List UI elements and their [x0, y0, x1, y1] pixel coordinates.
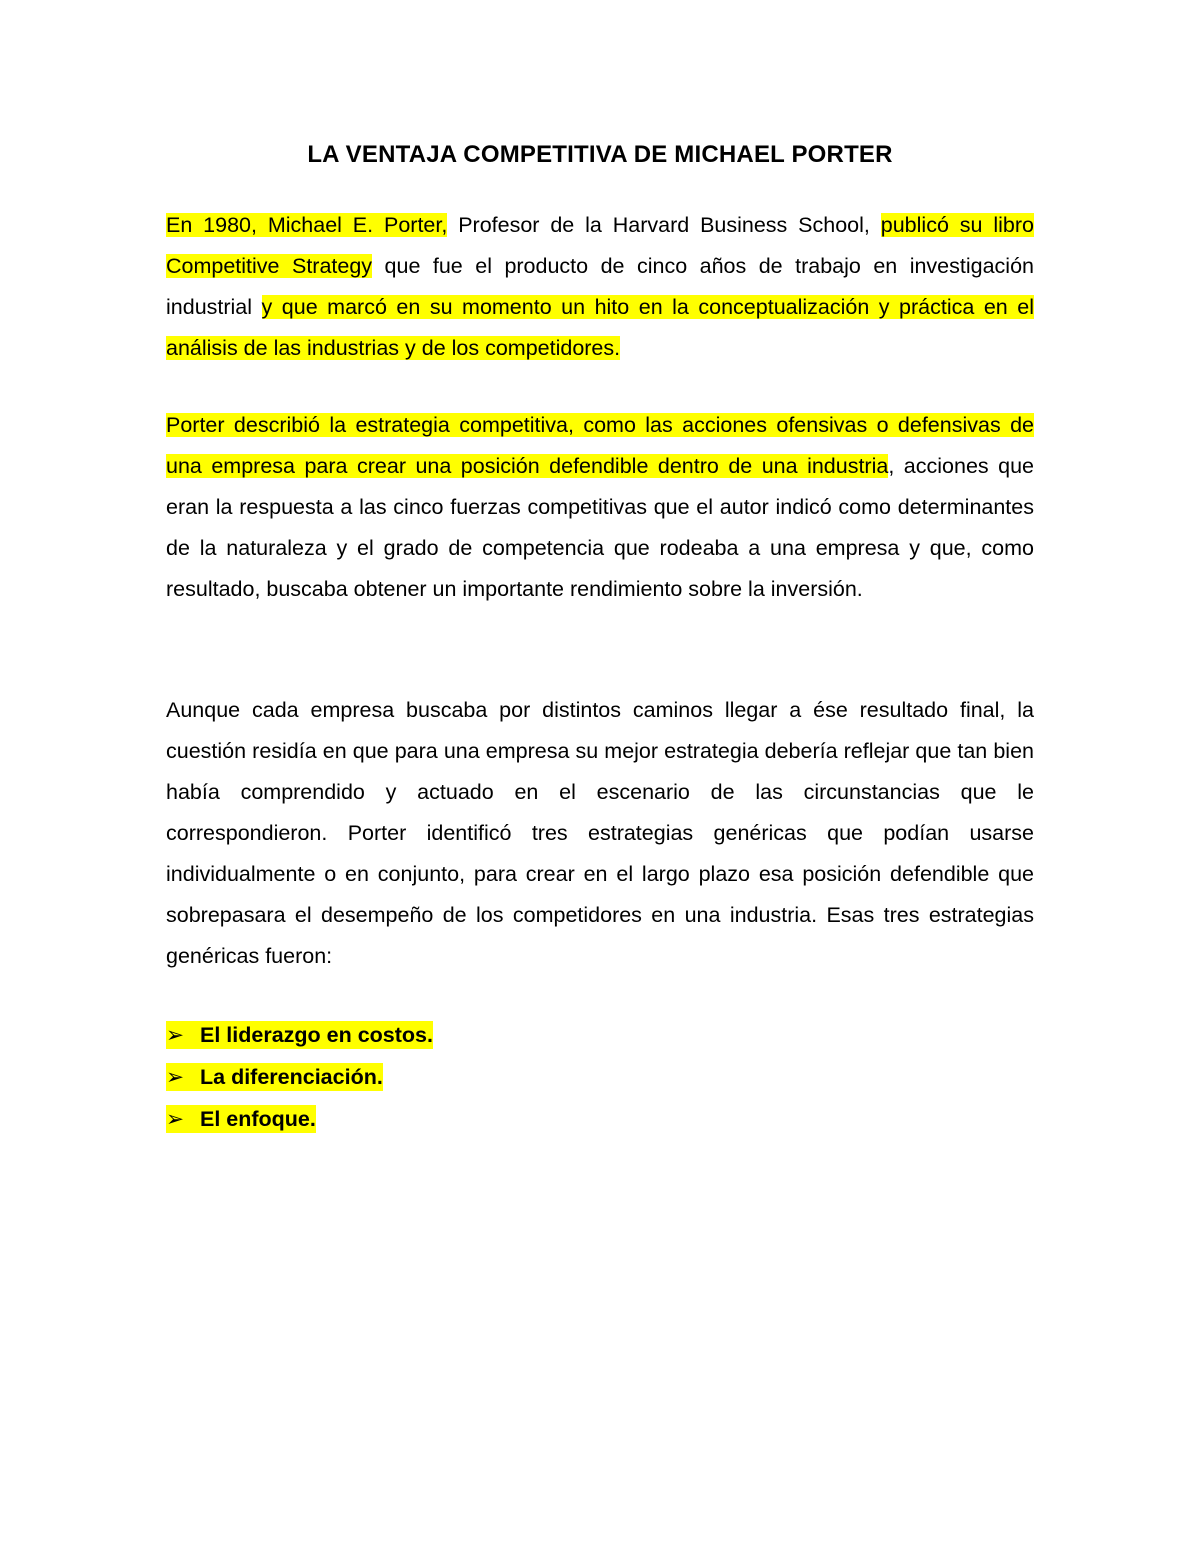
- document-title: LA VENTAJA COMPETITIVA DE MICHAEL PORTER: [307, 141, 893, 168]
- highlighted-text: [166, 1105, 316, 1133]
- highlighted-text: y que marcó en su momento un hito en la conceptualización y práctica en el análisis de las industrias y de los competidores.: [166, 295, 1034, 360]
- highlighted-text: [166, 1021, 433, 1049]
- plain-text: , acciones que eran la respuesta a las cinco fuerzas competitivas que el autor indicó como determinantes de la naturaleza y el grado de competencia que rodeaba a una empresa y que, como resultado, buscaba obtener un importante rendimiento sobre la inversión.: [166, 454, 1035, 601]
- list-item: [166, 1098, 766, 1140]
- paragraph-intro: [166, 205, 1034, 369]
- paragraph-strategy-definition: [166, 405, 1034, 610]
- highlighted-text: publicó su libro Competitive Strategy: [166, 213, 1034, 278]
- strategy-label: El enfoque.: [200, 1107, 316, 1131]
- strategies-list: [166, 1014, 766, 1140]
- plain-text: que fue el producto de cinco años de trabajo en investigación industrial: [166, 254, 1034, 319]
- list-item: [166, 1056, 766, 1098]
- highlighted-text: En 1980, Michael E. Porter,: [166, 213, 448, 237]
- strategy-label: El liderazgo en costos.: [200, 1023, 433, 1047]
- paragraph-generic-strategies: Aunque cada empresa buscaba por distintos caminos llegar a ése resultado final, la cuestión residía en que para una empresa su mejor estrategia debería reflejar que tan bien había comprendido y actuado en el escenario de las circunstancias que le correspondieron. Porter identificó tres estrategias genéricas que podían usarse individualmente o en conjunto, para crear en el largo plazo esa posición defendible que sobrepasara el desempeño de los competidores en una industria. Esas tres estrategias genéricas fueron:: [166, 698, 1034, 968]
- arrow-bullet-icon: ➢: [166, 1065, 185, 1089]
- arrow-bullet-icon: ➢: [166, 1023, 185, 1047]
- list-item: [166, 1014, 766, 1056]
- arrow-bullet-icon: ➢: [166, 1107, 185, 1131]
- highlighted-text: [166, 1063, 383, 1091]
- plain-text: Profesor de la Harvard Business School,: [447, 213, 881, 237]
- highlighted-text: Porter describió la estrategia competitiva, como las acciones ofensivas o defensivas de una empresa para crear una posición defendible dentro de una industria: [166, 413, 1034, 478]
- strategy-label: La diferenciación.: [200, 1065, 383, 1089]
